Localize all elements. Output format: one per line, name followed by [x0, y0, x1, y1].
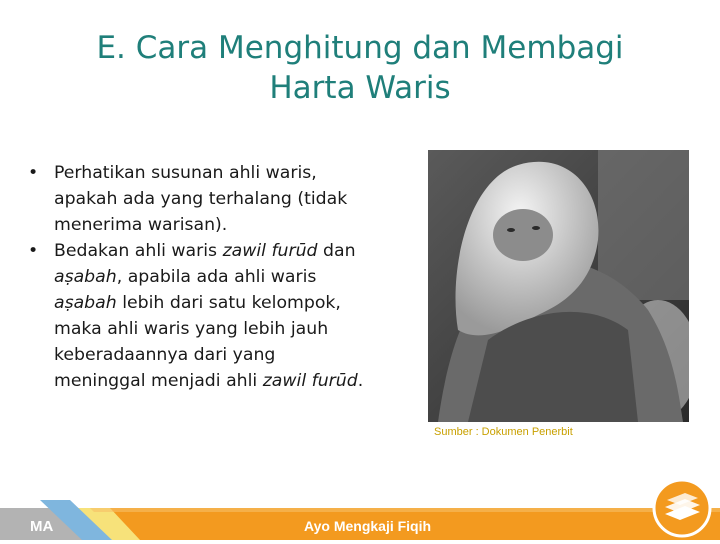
bullet-dot: •: [28, 241, 39, 261]
italic-term: zawil furūd: [262, 371, 358, 391]
bullet-1-line-3: menerima warisan).: [54, 215, 228, 235]
bullet-item-2: [26, 238, 406, 394]
slide-title-line-1: E. Cara Menghitung dan Membagi: [96, 30, 624, 66]
italic-term: aṣabah: [54, 293, 117, 313]
slide-title: [0, 28, 720, 108]
text-run: dan: [317, 241, 356, 261]
bullet-2-line-1: [54, 238, 406, 264]
slide-title-line-2: Harta Waris: [269, 70, 451, 106]
italic-term: zawil furūd: [222, 241, 318, 261]
italic-term: aṣabah: [54, 267, 117, 287]
bullet-2-line-5: keberadaannya dari yang: [54, 345, 276, 365]
bullet-2-line-4: maka ahli waris yang lebih jauh: [54, 319, 329, 339]
bullet-1-line-2: apakah ada yang terhalang (tidak: [54, 189, 348, 209]
footer-level-label: MA: [30, 518, 54, 535]
bullet-2-line-6: [54, 368, 406, 394]
book-logo-icon: [650, 476, 714, 540]
bullet-1-line-1: Perhatikan susunan ahli waris,: [54, 163, 317, 183]
bullet-item-1: [26, 160, 406, 238]
bullet-2-line-2: [54, 264, 406, 290]
bullet-list: [26, 160, 406, 394]
bullet-2-line-3: [54, 290, 406, 316]
photo-illustration: [428, 150, 689, 422]
text-run: meninggal menjadi ahli: [54, 371, 263, 391]
text-run: .: [357, 371, 364, 391]
photo-credit: Sumber : Dokumen Penerbit: [434, 426, 573, 438]
book-stack-icon: [650, 476, 714, 540]
text-run: , apabila ada ahli waris: [116, 267, 317, 287]
text-run: Bedakan ahli waris: [54, 241, 223, 261]
photo: [428, 150, 689, 422]
bullet-dot: •: [28, 163, 39, 183]
footer-book-title: Ayo Mengkaji Fiqih: [304, 518, 432, 534]
text-run: lebih dari satu kelompok,: [116, 293, 341, 313]
